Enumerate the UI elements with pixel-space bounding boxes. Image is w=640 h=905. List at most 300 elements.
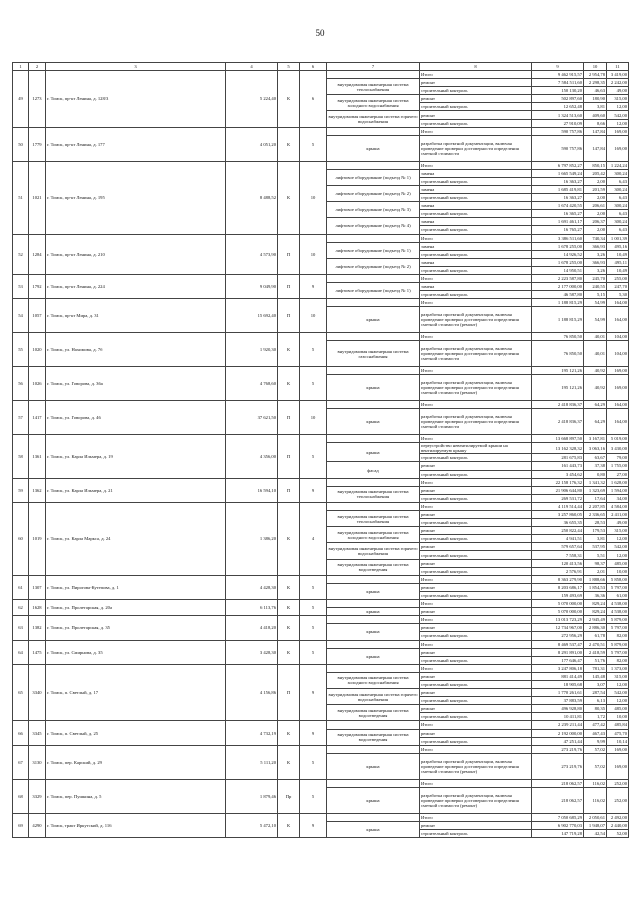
address: г. Томск, пр-кт Ленина, д. 195	[46, 161, 226, 234]
house-id: 1382	[29, 616, 46, 640]
col-header: 7	[327, 63, 420, 71]
cost-per-m2: 2 207,85	[584, 502, 607, 510]
cost: 281 675,83	[532, 454, 584, 462]
max-cost-per-m2: 5 797,00	[607, 583, 629, 591]
cost-per-m2: 17,64	[584, 494, 607, 502]
max-cost-per-m2: 3 419,00	[607, 71, 629, 79]
max-cost-per-m2: 475,70	[607, 729, 629, 737]
cost-per-m2: 1 323,69	[584, 486, 607, 494]
wall-material: П	[278, 299, 300, 333]
work-type: ремонт	[420, 543, 532, 551]
max-cost-per-m2: 1 628,00	[607, 478, 629, 486]
cost-per-m2: 781,31	[584, 664, 607, 672]
work-type: замена	[420, 258, 532, 266]
cost: 159 493,69	[532, 591, 584, 599]
work-element	[327, 435, 420, 443]
cost-per-m2: 829,24	[584, 600, 607, 608]
address: г. Томск, ул. Пролетарская, д. 35	[46, 616, 226, 640]
max-cost-per-m2: 6,43	[607, 226, 629, 234]
work-type: строительный контроль	[420, 470, 532, 478]
cost: 7 558,31	[532, 551, 584, 559]
work-type: Итого	[420, 640, 532, 648]
max-cost-per-m2: 6,43	[607, 177, 629, 185]
row-number: 60	[13, 502, 29, 575]
cost-per-m2: 98,37	[584, 559, 607, 567]
max-cost-per-m2: 27,00	[607, 470, 629, 478]
floors: 9	[300, 478, 327, 502]
cost: 46 587,80	[532, 291, 584, 299]
work-type: строительный контроль	[420, 713, 532, 721]
table-row	[13, 664, 629, 672]
cost: 27 910,09	[532, 119, 584, 127]
work-element: крыша	[327, 787, 420, 813]
max-cost-per-m2: 164,00	[607, 307, 629, 333]
row-number: 67	[13, 745, 29, 779]
cost-per-m2: 57,02	[584, 753, 607, 779]
max-cost-per-m2: 12,00	[607, 103, 629, 111]
cost: 10 411,81	[532, 713, 584, 721]
cost: 881 414,49	[532, 672, 584, 680]
address: г. Томск, пр-кт Ленина, д. 224	[46, 274, 226, 298]
cost: 9 462 915,57	[532, 71, 584, 79]
cost-per-m2: 2 336,65	[584, 511, 607, 519]
cost-per-m2: 1 854,53	[584, 583, 607, 591]
work-type: строительный контроль	[420, 697, 532, 705]
floors: 5	[300, 779, 327, 813]
row-number: 55	[13, 333, 29, 367]
max-cost-per-m2: 164,00	[607, 409, 629, 435]
work-type: Итого	[420, 664, 532, 672]
cost: 177 646,47	[532, 656, 584, 664]
address: г. Томск, пр-кт Ленина, д. 210	[46, 234, 226, 274]
cost: 250 822,44	[532, 527, 584, 535]
cost-per-m2: 1,72	[584, 713, 607, 721]
house-id: 1361	[29, 435, 46, 478]
max-cost-per-m2: 61,00	[607, 591, 629, 599]
row-number: 49	[13, 71, 29, 128]
work-type: строительный контроль	[420, 250, 532, 258]
max-cost-per-m2: 10,00	[607, 567, 629, 575]
col-header: 9	[532, 63, 584, 71]
wall-material: К	[278, 616, 300, 640]
cost-per-m2: 6,13	[584, 697, 607, 705]
work-element: крыша	[327, 443, 420, 462]
work-type: ремонт	[420, 624, 532, 632]
wall-material: Пр	[278, 779, 300, 813]
work-type: строительный контроль	[420, 226, 532, 234]
cost-per-m2: 1 888,66	[584, 575, 607, 583]
work-element: крыша	[327, 753, 420, 779]
cost-per-m2: 2 470,51	[584, 640, 607, 648]
max-cost-per-m2: 315,00	[607, 95, 629, 103]
work-element: внутридомовая инженерная система водоотведения	[327, 559, 420, 575]
floors: 9	[300, 721, 327, 745]
work-element: крыша	[327, 821, 420, 837]
cost-per-m2: 9,99	[584, 737, 607, 745]
work-type: Итого	[420, 478, 532, 486]
max-cost-per-m2: 104,00	[607, 333, 629, 341]
max-cost-per-m2: 542,00	[607, 111, 629, 119]
max-cost-per-m2: 6,43	[607, 210, 629, 218]
cost-per-m2: 40,01	[584, 333, 607, 341]
floors: 4	[300, 502, 327, 575]
work-element: внутридомовая инженерная система горячего водоснабжения	[327, 689, 420, 705]
work-type: замена	[420, 283, 532, 291]
max-cost-per-m2: 12,00	[607, 697, 629, 705]
work-element	[327, 813, 420, 821]
work-type: ремонт	[420, 729, 532, 737]
work-type: Итого	[420, 299, 532, 307]
cost-per-m2: 54,99	[584, 299, 607, 307]
cost: 21 906 644,80	[532, 486, 584, 494]
cost: 496 928,80	[532, 705, 584, 713]
wall-material: К	[278, 367, 300, 401]
cost-per-m2: 206,61	[584, 202, 607, 210]
work-type: строительный контроль	[420, 119, 532, 127]
cost: 8 363 279,90	[532, 575, 584, 583]
work-type: ремонт	[420, 511, 532, 519]
floors: 10	[300, 299, 327, 333]
area: 3 428,30	[226, 640, 278, 664]
work-element	[327, 299, 420, 307]
cost: 8 203 686,17	[532, 583, 584, 591]
work-type: строительный контроль	[420, 829, 532, 837]
work-type: Итого	[420, 367, 532, 375]
work-type: строительный контроль	[420, 291, 532, 299]
table-row	[13, 813, 629, 821]
row-number: 63	[13, 616, 29, 640]
cost: 1 188 815,29	[532, 299, 584, 307]
floors: 6	[300, 71, 327, 128]
cost-per-m2: 740,34	[584, 234, 607, 242]
cost: 1 678 255,00	[532, 258, 584, 266]
max-cost-per-m2: 10,14	[607, 737, 629, 745]
cost-per-m2: 80,35	[584, 705, 607, 713]
cost-per-m2: 40,92	[584, 367, 607, 375]
cost: 1 685 419,81	[532, 185, 584, 193]
work-type: строительный контроль	[420, 551, 532, 559]
wall-material: П	[278, 664, 300, 721]
col-header: 10	[584, 63, 607, 71]
cost: 579 657,64	[532, 543, 584, 551]
house-id: 1475	[29, 640, 46, 664]
area: 9 049,90	[226, 274, 278, 298]
cost-per-m2: 467,43	[584, 729, 607, 737]
row-number: 51	[13, 161, 29, 234]
house-id: 3130	[29, 745, 46, 779]
max-cost-per-m2: 315,00	[607, 672, 629, 680]
page-number: 50	[315, 28, 325, 38]
cost: 3 454,62	[532, 470, 584, 478]
row-number: 69	[13, 813, 29, 837]
wall-material: П	[278, 435, 300, 478]
cost-per-m2: 5,51	[584, 551, 607, 559]
work-element	[327, 640, 420, 648]
max-cost-per-m2: 1 373,00	[607, 664, 629, 672]
work-element: лифтовое оборудование (подъезд № 2)	[327, 185, 420, 201]
cost-per-m2: 1 341,32	[584, 478, 607, 486]
wall-material: К	[278, 333, 300, 367]
cost: 2 418 836,37	[532, 401, 584, 409]
cost-per-m2: 54,99	[584, 307, 607, 333]
cost: 502 897,60	[532, 95, 584, 103]
row-number: 59	[13, 478, 29, 502]
cost: 76 850,50	[532, 341, 584, 367]
work-element	[327, 401, 420, 409]
max-cost-per-m2: 485,00	[607, 705, 629, 713]
col-header: 4	[226, 63, 278, 71]
cost: 272 956,29	[532, 632, 584, 640]
floors: 10	[300, 401, 327, 435]
work-element: внутридомовая инженерная система горячего водоснабжения	[327, 111, 420, 127]
area: 4 051,20	[226, 127, 278, 161]
cost: 3 247 806,18	[532, 664, 584, 672]
cost-per-m2: 3 167,81	[584, 435, 607, 443]
table-row	[13, 274, 629, 282]
work-type: разработка проектной документации, включая проведение проверки достоверности определения сметной стоимости (ремонт)	[420, 787, 532, 813]
table-row	[13, 575, 629, 583]
work-type: строительный контроль	[420, 535, 532, 543]
work-element: лифтовое оборудование (подъезд № 1)	[327, 283, 420, 299]
max-cost-per-m2: 12,00	[607, 535, 629, 543]
address: г. Томск, ул. Карла Ильмера, д. 21	[46, 478, 226, 502]
cost: 1 674 420,55	[532, 202, 584, 210]
work-element: внутридомовая инженерная система теплоснабжения	[327, 79, 420, 95]
cost-per-m2: 3,81	[584, 535, 607, 543]
max-cost-per-m2: 5 879,00	[607, 640, 629, 648]
address: г. Томск, п. Светлый, д. 25	[46, 721, 226, 745]
table-row	[13, 721, 629, 729]
col-header: 3	[46, 63, 226, 71]
floors: 5	[300, 600, 327, 616]
max-cost-per-m2: 542,00	[607, 689, 629, 697]
col-header: 1	[13, 63, 29, 71]
table-row	[13, 600, 629, 608]
address: г. Томск, тракт Иркутский, д. 116	[46, 813, 226, 837]
max-cost-per-m2: 495,16	[607, 242, 629, 250]
max-cost-per-m2: 1 594,00	[607, 486, 629, 494]
cost: 14 926,52	[532, 250, 584, 258]
cost-per-m2: 850,15	[584, 161, 607, 169]
col-header: 5	[278, 63, 300, 71]
row-number: 65	[13, 664, 29, 721]
wall-material: К	[278, 161, 300, 234]
work-type: ремонт	[420, 583, 532, 591]
max-cost-per-m2: 169,00	[607, 367, 629, 375]
work-type: Итого	[420, 127, 532, 135]
cost-per-m2: 2 945,49	[584, 616, 607, 624]
max-cost-per-m2: 12,00	[607, 119, 629, 127]
max-cost-per-m2: 485,84	[607, 721, 629, 729]
work-type: Итого	[420, 435, 532, 443]
work-type: Итого	[420, 813, 532, 821]
cost: 1 665 549,24	[532, 169, 584, 177]
floors: 5	[300, 640, 327, 664]
col-header: 6	[300, 63, 327, 71]
cost-per-m2: 2 954,78	[584, 71, 607, 79]
max-cost-per-m2: 5 797,00	[607, 624, 629, 632]
work-type: ремонт	[420, 648, 532, 656]
max-cost-per-m2: 10,49	[607, 266, 629, 274]
address: г. Томск, ул. Карла Ильмера, д. 19	[46, 435, 226, 478]
work-type: замена	[420, 185, 532, 193]
house-id: 1019	[29, 502, 46, 575]
cost: 147 719,28	[532, 829, 584, 837]
cost: 3 257 860,05	[532, 511, 584, 519]
max-cost-per-m2: 169,00	[607, 745, 629, 753]
cost: 8 469 537,47	[532, 640, 584, 648]
cost-per-m2: 240,55	[584, 283, 607, 291]
cost: 16 363,27	[532, 177, 584, 185]
cost-per-m2: 40,01	[584, 341, 607, 367]
cost-per-m2: 116,02	[584, 787, 607, 813]
cost: 6 797 852,27	[532, 161, 584, 169]
col-header: 8	[420, 63, 532, 71]
work-type: разработка проектной документации, включая проведение проверки достоверности определения сметной стоимости	[420, 409, 532, 435]
work-element	[327, 664, 420, 672]
max-cost-per-m2: 104,00	[607, 341, 629, 367]
address: г. Томск, п. Светлый, д. 17	[46, 664, 226, 721]
cost-per-m2: 1 948,07	[584, 821, 607, 829]
max-cost-per-m2: 49,00	[607, 519, 629, 527]
cost: 1 678 255,00	[532, 242, 584, 250]
cost: 2 192 000,00	[532, 729, 584, 737]
work-element: внутридомовая инженерная система холодного водоснабжения	[327, 672, 420, 688]
max-cost-per-m2: 495,11	[607, 258, 629, 266]
max-cost-per-m2: 6,43	[607, 194, 629, 202]
cost-per-m2: 28,53	[584, 519, 607, 527]
area: 37 621,50	[226, 401, 278, 435]
house-id: 3340	[29, 664, 46, 721]
area: 4 356,00	[226, 435, 278, 478]
work-element: внутридомовая инженерная система холодного водоснабжения	[327, 527, 420, 543]
row-number: 53	[13, 274, 29, 298]
max-cost-per-m2: 5 019,00	[607, 435, 629, 443]
work-element: лифтовое оборудование (подъезд № 3)	[327, 202, 420, 218]
cost: 5 070 000,00	[532, 600, 584, 608]
max-cost-per-m2: 82,00	[607, 632, 629, 640]
work-type: ремонт	[420, 672, 532, 680]
cost: 2 576,91	[532, 567, 584, 575]
cost: 4 941,51	[532, 535, 584, 543]
max-cost-per-m2: 10,00	[607, 713, 629, 721]
work-element: крыша	[327, 624, 420, 640]
work-type: переустройство невентилируемой крыши на вентилируемую крышу	[420, 443, 532, 454]
area: 4 156,86	[226, 664, 278, 721]
house-id: 1273	[29, 71, 46, 128]
work-element	[327, 127, 420, 135]
work-type: строительный контроль	[420, 519, 532, 527]
floors: 5	[300, 333, 327, 367]
work-type: разработка проектной документации, включая проведение проверки достоверности определения сметной стоимости (ремонт)	[420, 375, 532, 401]
work-type: Итого	[420, 161, 532, 169]
max-cost-per-m2: 1 755,00	[607, 462, 629, 470]
cost: 4 119 514,44	[532, 502, 584, 510]
work-element: внутридомовая инженерная система водоотведения	[327, 729, 420, 745]
table-row	[13, 367, 629, 375]
floors: 5	[300, 367, 327, 401]
row-number: 52	[13, 234, 29, 274]
cost: 218 062,57	[532, 787, 584, 813]
max-cost-per-m2: 169,00	[607, 375, 629, 401]
address: г. Томск, ул. Говорова, д. 36а	[46, 367, 226, 401]
floors: 5	[300, 745, 327, 779]
work-type: Итого	[420, 779, 532, 787]
cost: 37 883,59	[532, 697, 584, 705]
address: г. Томск, пр-кт Мира, д. 31	[46, 299, 226, 333]
work-type: Итого	[420, 401, 532, 409]
cost-per-m2: 201,59	[584, 185, 607, 193]
cost: 16 765,27	[532, 226, 584, 234]
cost-per-m2: 145,48	[584, 672, 607, 680]
row-number: 54	[13, 299, 29, 333]
cost: 2 239 211,44	[532, 721, 584, 729]
work-element	[327, 575, 420, 583]
work-type: Итого	[420, 274, 532, 282]
cost: 6 902 770,03	[532, 821, 584, 829]
max-cost-per-m2: 34,00	[607, 494, 629, 502]
cost-per-m2: 64,29	[584, 401, 607, 409]
column-number-row	[13, 63, 629, 71]
work-type: ремонт	[420, 486, 532, 494]
work-element: внутридомовая инженерная система газоснабжения	[327, 341, 420, 367]
col-header: 2	[29, 63, 46, 71]
work-element: лифтовое оборудование (подъезд № 1)	[327, 242, 420, 258]
max-cost-per-m2: 12,00	[607, 680, 629, 688]
house-id: 1362	[29, 478, 46, 502]
cost: 590 757,86	[532, 135, 584, 161]
work-type: ремонт	[420, 821, 532, 829]
wall-material: К	[278, 640, 300, 664]
work-type: ремонт	[420, 689, 532, 697]
table-row	[13, 333, 629, 341]
table-row	[13, 435, 629, 443]
max-cost-per-m2: 3 430,00	[607, 443, 629, 454]
work-type: строительный контроль	[420, 87, 532, 95]
work-type: Итого	[420, 71, 532, 79]
area: 4 732,19	[226, 721, 278, 745]
cost-per-m2: 2,00	[584, 194, 607, 202]
floors: 9	[300, 274, 327, 298]
area: 6 113,76	[226, 600, 278, 616]
address: г. Томск, ул. Смирнова, д. 35	[46, 640, 226, 664]
max-cost-per-m2: 252,00	[607, 779, 629, 787]
cost-per-m2: 36,36	[584, 591, 607, 599]
cost: 273 219,76	[532, 745, 584, 753]
address: г. Томск, ул. Пролетарская, д. 20а	[46, 600, 226, 616]
work-element	[327, 333, 420, 341]
cost: 47 251,44	[532, 737, 584, 745]
work-element: внутридомовая инженерная система водоотведения	[327, 705, 420, 721]
work-type: ремонт	[420, 111, 532, 119]
work-element: внутридомовая инженерная система горячего водоснабжения	[327, 543, 420, 559]
work-element: внутридомовая инженерная система теплоснабжения	[327, 511, 420, 527]
area: 1 879,46	[226, 779, 278, 813]
max-cost-per-m2: 2 492,00	[607, 813, 629, 821]
max-cost-per-m2: 300,24	[607, 185, 629, 193]
cost: 14 950,51	[532, 266, 584, 274]
cost-per-m2: 2,00	[584, 210, 607, 218]
max-cost-per-m2: 169,00	[607, 127, 629, 135]
house-id: 4290	[29, 813, 46, 837]
cost: 161 443,73	[532, 462, 584, 470]
work-element: лифтовое оборудование (подъезд № 4)	[327, 218, 420, 234]
floors: 5	[300, 127, 327, 161]
max-cost-per-m2: 1 001,39	[607, 234, 629, 242]
cost: 1 770 261,61	[532, 689, 584, 697]
max-cost-per-m2: 542,00	[607, 543, 629, 551]
work-element: лифтовое оборудование (подъезд № 1)	[327, 169, 420, 185]
